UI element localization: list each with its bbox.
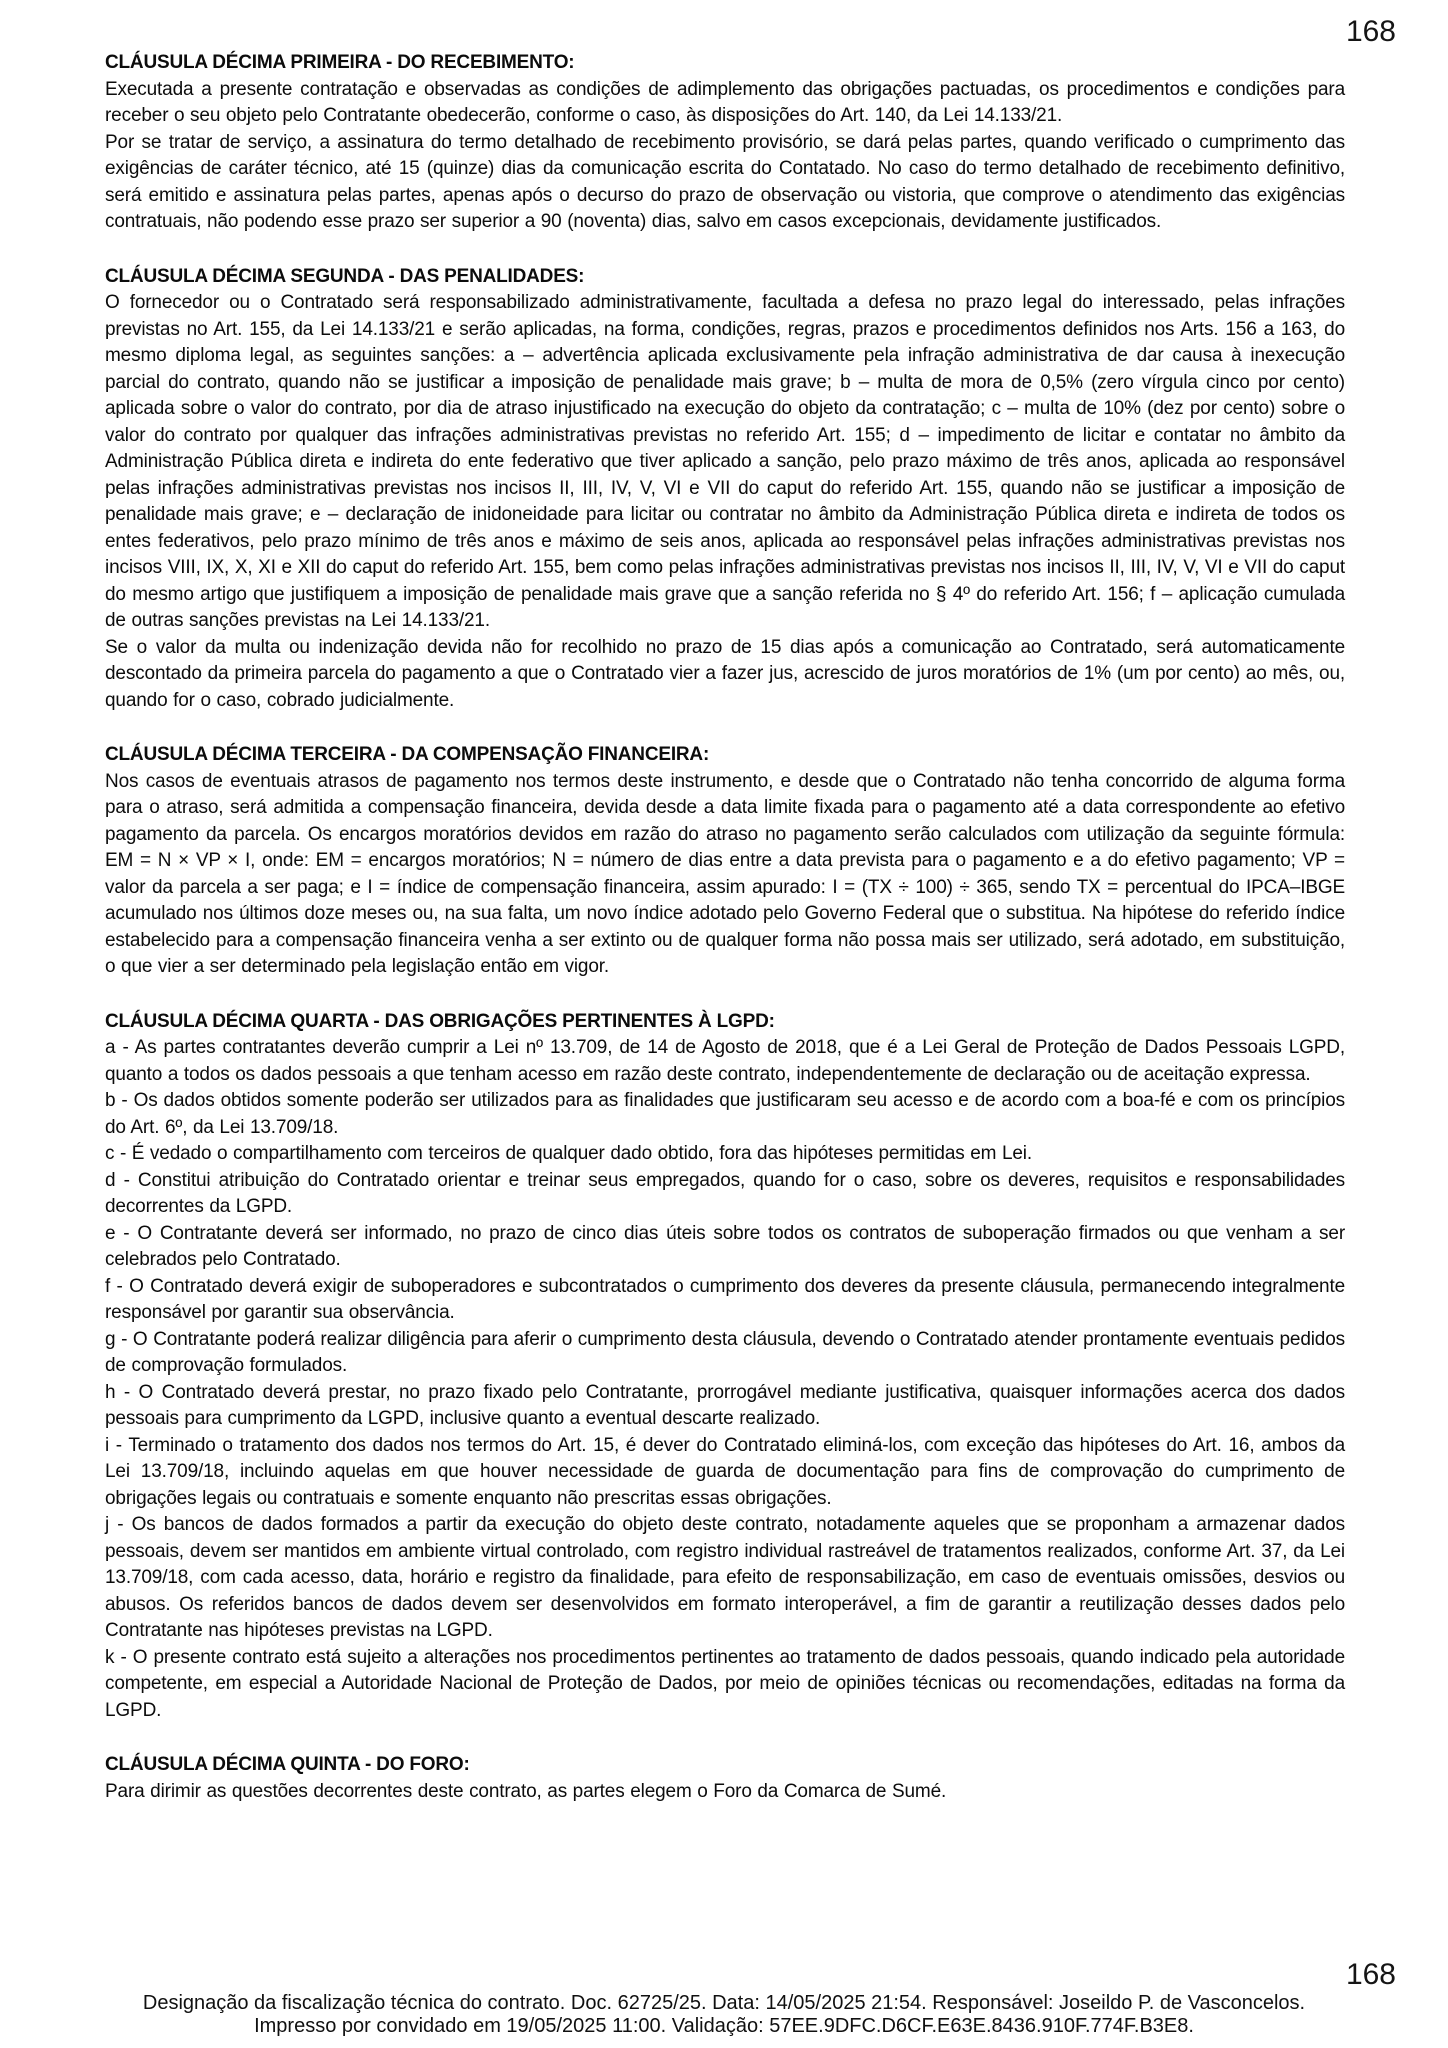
footer-print-info: Impresso por convidado em 19/05/2025 11:00. Validação: 57EE.9DFC.D6CF.E63E.8436.910F.774F.B3E8. xyxy=(254,2015,1194,2037)
clause-paragraph-item-e: e - O Contratante deverá ser informado, no prazo de cinco dias úteis sobre todos os contratos de suboperação firmados ou que venham a ser celebrados pelo Contratado. xyxy=(105,1222,1345,1270)
clause-paragraph: O fornecedor ou o Contratado será responsabilizado administrativamente, facultada a defesa no prazo legal do interessado, pelas infrações previstas no Art. 155, da Lei 14.133/21 e serão aplicadas, na forma, condições, regras, prazos e procedimentos definidos nos Arts. 156 a 163, do mesmo diploma legal, as seguintes sanções: a – advertência aplicada exclusivamente pela infração administrativa de dar causa à inexecução parcial do contrato, quando não se justificar a imposição de penalidade mais grave; b – multa de mora de 0,5% (zero vírgula cinco por cento) aplicada sobre o valor do contrato, por dia de atraso injustificado na execução do objeto da contratação; c – multa de 10% (dez por cento) sobre o valor do contrato por qualquer das infrações administrativas previstas no referido Art. 155; d – impedimento de licitar e contatar no âmbito da Administração Pública direta e indireta do ente federativo que tiver aplicado a sanção, pelo prazo máximo de três anos, aplicada ao responsável pelas infrações administrativas previstas nos incisos II, III, IV, V, VI e VII do caput do referido Art. 155, quando não se justificar a imposição de penalidade mais grave; e – declaração de inidoneidade para licitar ou contratar no âmbito da Administração Pública direta e indireta de todos os entes federativos, pelo prazo mínimo de três anos e máximo de seis anos, aplicada ao responsável pelas infrações administrativas previstas nos incisos VIII, IX, X, XI e XII do caput do referido Art. 155, bem como pelas infrações administrativas previstas nos incisos II, III, IV, V, VI e VII do caput do mesmo artigo que justifiquem a imposição de penalidade mais grave que a sanção referida no § 4º do referido Art. 156; f – aplicação cumulada de outras sanções previstas na Lei 14.133/21. xyxy=(105,292,1345,631)
clause-heading: CLÁUSULA DÉCIMA QUINTA - DO FORO: xyxy=(105,1754,470,1775)
clause-paragraph: Executada a presente contratação e observadas as condições de adimplemento das obrigações pactuadas, os procedimentos e condições para receber o seu objeto pelo Contratante obedecerão, conforme o caso, às disposições do Art. 140, da Lei 14.133/21. xyxy=(105,78,1345,126)
clause-heading: CLÁUSULA DÉCIMA TERCEIRA - DA COMPENSAÇÃO FINANCEIRA: xyxy=(105,744,710,765)
clause-paragraph-item-i: i - Terminado o tratamento dos dados nos termos do Art. 15, é dever do Contratado eliminá-los, com exceção das hipóteses do Art. 16, ambos da Lei 13.709/18, incluindo aquelas em que houver necessidade de guarda de documentação para fins de comprovação do cumprimento de obrigações legais ou contratuais e somente enquanto não prescritas essas obrigações. xyxy=(105,1434,1345,1509)
clause-paragraph: Nos casos de eventuais atrasos de pagamento nos termos deste instrumento, e desde que o Contratado não tenha concorrido de alguma forma para o atraso, será admitida a compensação financeira, devida desde a data limite fixada para o pagamento até a data correspondente ao efetivo pagamento da parcela. Os encargos moratórios devidos em razão do atraso no pagamento serão calculados com utilização da seguinte fórmula: EM = N × VP × I, onde: EM = encargos moratórios; N = número de dias entre a data prevista para o pagamento e a do efetivo pagamento; VP = valor da parcela a ser paga; e I = índice de compensação financeira, assim apurado: I = (TX ÷ 100) ÷ 365, sendo TX = percentual do IPCA–IBGE acumulado nos últimos doze meses ou, na sua falta, um novo índice adotado pelo Governo Federal que o substitua. Na hipótese do referido índice estabelecido para a compensação financeira venha a ser extinto ou de qualquer forma não possa mais ser utilizado, será adotado, em substituição, o que vier a ser determinado pela legislação então em vigor. xyxy=(105,770,1345,977)
clause-heading: CLÁUSULA DÉCIMA SEGUNDA - DAS PENALIDADES: xyxy=(105,265,585,287)
clause-heading: CLÁUSULA DÉCIMA PRIMEIRA - DO RECEBIMENTO: xyxy=(105,52,575,73)
clause-section-foro xyxy=(105,1752,1345,1805)
clause-paragraph-item-g: g - O Contratante poderá realizar diligência para aferir o cumprimento desta cláusula, devendo o Contratado atender prontamente eventuais pedidos de comprovação formulados. xyxy=(105,1328,1345,1376)
clause-section-recebimento xyxy=(105,50,1345,236)
footer-doc-info: Designação da fiscalização técnica do contrato. Doc. 62725/25. Data: 14/05/2025 21:54. Responsável: Joseildo P. de Vasconcelos. xyxy=(142,1992,1306,2014)
clause-section-lgpd xyxy=(105,1009,1345,1725)
clause-paragraph-item-a: a - As partes contratantes deverão cumprir a Lei nº 13.709, de 14 de Agosto de 2018, que é a Lei Geral de Proteção de Dados Pessoais LGPD, quanto a todos os dados pessoais a que tenham acesso em razão deste contrato, independentemente de declaração ou de aceitação expressa. xyxy=(105,1037,1345,1085)
clause-paragraph-item-h: h - O Contratado deverá prestar, no prazo fixado pelo Contratante, prorrogável mediante justificativa, quaisquer informações acerca dos dados pessoais para cumprimento da LGPD, inclusive quanto a eventual descarte realizado. xyxy=(105,1381,1345,1429)
clause-paragraph-item-b: b - Os dados obtidos somente poderão ser utilizados para as finalidades que justificaram seu acesso e de acordo com a boa-fé e com os princípios do Art. 6º, da Lei 13.709/18. xyxy=(105,1090,1345,1138)
clause-paragraph-item-j: j - Os bancos de dados formados a partir da execução do objeto deste contrato, notadamente aqueles que se proponham a armazenar dados pessoais, devem ser mantidos em ambiente virtual controlado, com registro individual rastreável de tratamentos realizados, conforme Art. 37, da Lei 13.709/18, com cada acesso, data, horário e registro da finalidade, para efeito de responsabilização, em caso de eventuais omissões, desvios ou abusos. Os referidos bancos de dados devem ser desenvolvidos em formato interoperável, a fim de garantir a reutilização desses dados pelo Contratante nas hipóteses previstas na LGPD. xyxy=(105,1514,1345,1641)
clause-paragraph-item-k: k - O presente contrato está sujeito a alterações nos procedimentos pertinentes ao tratamento de dados pessoais, quando indicado pela autoridade competente, em especial a Autoridade Nacional de Proteção de Dados, por meio de opiniões técnicas ou recomendações, editadas na forma da LGPD. xyxy=(105,1646,1345,1721)
clause-paragraph: Por se tratar de serviço, a assinatura do termo detalhado de recebimento provisório, se dará pelas partes, quando verificado o cumprimento das exigências de caráter técnico, até 15 (quinze) dias da comunicação escrita do Contatado. No caso do termo detalhado de recebimento definitivo, será emitido e assinatura pelas partes, apenas após o decurso do prazo de observação ou vistoria, que comprove o atendimento das exigências contratuais, não podendo esse prazo ser superior a 90 (noventa) dias, salvo em casos excepcionais, devidamente justificados. xyxy=(105,131,1345,232)
page-number-bottom: 168 xyxy=(1345,1958,1396,1991)
clause-heading: CLÁUSULA DÉCIMA QUARTA - DAS OBRIGAÇÕES PERTINENTES À LGPD: xyxy=(105,1010,775,1032)
contract-body xyxy=(0,48,1448,1805)
clause-paragraph: Se o valor da multa ou indenização devida não for recolhido no prazo de 15 dias após a comunicação ao Contratado, será automaticamente descontado da primeira parcela do pagamento a que o Contratado vier a fazer jus, acrescido de juros moratórios de 1% (um por cento) ao mês, ou, quando for o caso, cobrado judicialmente. xyxy=(105,636,1345,711)
clause-section-penalidades xyxy=(105,264,1345,715)
clause-paragraph-item-d: d - Constitui atribuição do Contratado orientar e treinar seus empregados, quando for o caso, sobre os deveres, requisitos e responsabilidades decorrentes da LGPD. xyxy=(105,1169,1345,1217)
clause-paragraph-item-c: c - É vedado o compartilhamento com terceiros de qualquer dado obtido, fora das hipóteses permitidas em Lei. xyxy=(105,1143,1032,1164)
page-footer xyxy=(0,1960,1448,2038)
page-number-top: 168 xyxy=(1345,15,1396,48)
clause-section-compensacao-financeira xyxy=(105,742,1345,981)
clause-paragraph-item-f: f - O Contratado deverá exigir de suboperadores e subcontratados o cumprimento dos deveres da presente cláusula, permanecendo integralmente responsável por garantir sua observância. xyxy=(105,1275,1345,1323)
clause-paragraph: Para dirimir as questões decorrentes deste contrato, as partes elegem o Foro da Comarca de Sumé. xyxy=(105,1780,947,1802)
